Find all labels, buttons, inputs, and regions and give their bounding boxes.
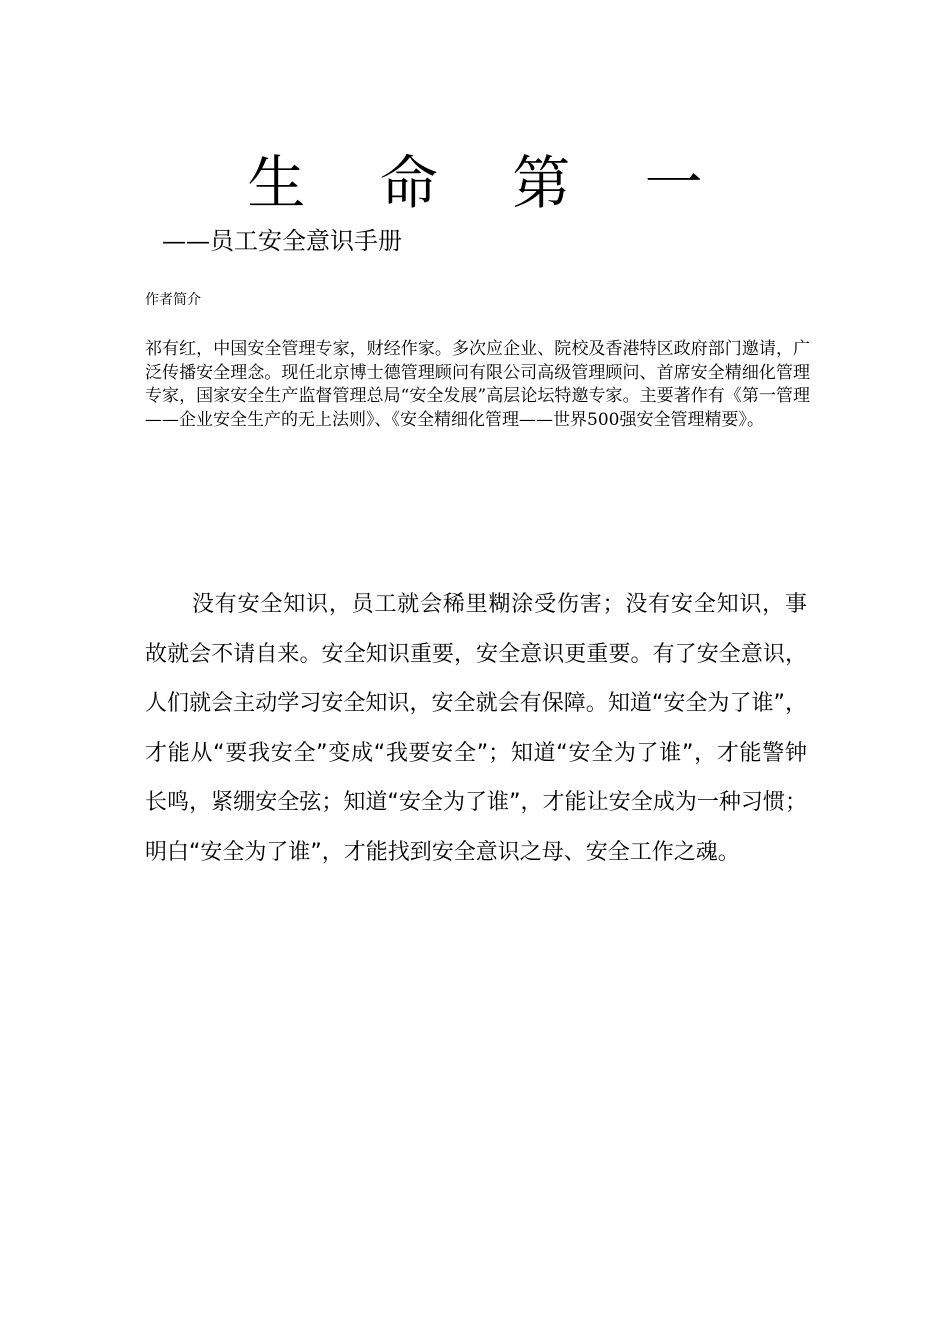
- author-bio-paragraph: 祁有红，中国安全管理专家，财经作家。多次应企业、院校及香港特区政府部门邀请，广泛传播安全理念。现任北京博士德管理顾问有限公司高级管理顾问、首席安全精细化管理专家，国家安全生产监督管理总局“安全发展”高层论坛特邀专家。主要著作有《第一管理——企业安全生产的无上法则》、《安全精细化管理——世界500强安全管理精要》。: [145, 339, 810, 430]
- main-body-paragraph: 没有安全知识，员工就会稀里糊涂受伤害；没有安全知识，事故就会不请自来。安全知识重要，安全意识更重要。有了安全意识，人们就会主动学习安全知识，安全就会有保障。知道“安全为了谁”，才能从“要我安全”变成“我要安全”；知道“安全为了谁”，才能警钟长鸣，紧绷安全弦；知道“安全为了谁”，才能让安全成为一种习惯；明白“安全为了谁”，才能找到安全意识之母、安全工作之魂。: [145, 592, 807, 865]
- document-title: 生 命 第 一: [247, 149, 731, 217]
- document-subtitle: ——员工安全意识手册: [162, 227, 402, 255]
- author-intro-heading: 作者简介: [145, 292, 201, 308]
